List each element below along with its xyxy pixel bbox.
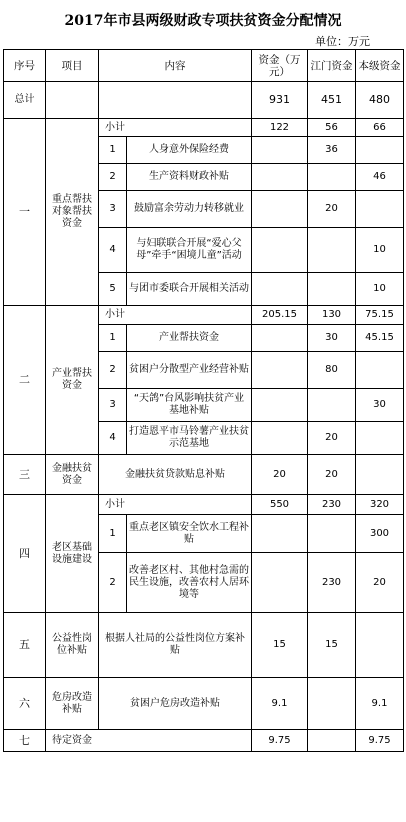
section-project: 金融扶贫资金 <box>46 455 99 495</box>
section-project: 危房改造补贴 <box>46 678 99 730</box>
section-seq: 一 <box>4 119 46 306</box>
item-jiangmen: 20 <box>308 455 356 495</box>
item-no: 1 <box>99 137 127 164</box>
subtotal-local: 320 <box>356 495 404 515</box>
table-row <box>4 119 404 137</box>
section-project: 公益性岗位补贴 <box>46 613 99 678</box>
item-fund <box>252 273 308 306</box>
item-local <box>356 455 404 495</box>
item-jiangmen: 30 <box>308 325 356 352</box>
subtotal-label: 小计 <box>99 306 252 325</box>
item-local: 9.75 <box>356 730 404 752</box>
item-fund <box>252 325 308 352</box>
subtotal-jiangmen: 56 <box>308 119 356 137</box>
section-project: 待定资金 <box>46 730 252 752</box>
item-local: 45.15 <box>356 325 404 352</box>
table-row <box>4 455 404 495</box>
header-seq: 序号 <box>4 50 46 82</box>
subtotal-fund: 122 <box>252 119 308 137</box>
section-seq: 五 <box>4 613 46 678</box>
item-fund <box>252 228 308 273</box>
item-local <box>356 422 404 455</box>
subtotal-jiangmen: 230 <box>308 495 356 515</box>
item-no: 1 <box>99 325 127 352</box>
header-local: 本级资金 <box>356 50 404 82</box>
item-content: 金融扶贫贷款贴息补贴 <box>99 455 252 495</box>
item-no: 3 <box>99 191 127 228</box>
item-no: 4 <box>99 228 127 273</box>
item-content: 鼓励富余劳动力转移就业 <box>127 191 252 228</box>
item-local: 20 <box>356 553 404 613</box>
total-jiangmen: 451 <box>308 82 356 119</box>
item-content: 改善老区村、其他村急需的民生设施，改善农村人居环境等 <box>127 553 252 613</box>
unit-label: 单位：万元 <box>315 35 370 48</box>
header-fund: 资金（万元） <box>252 50 308 82</box>
item-jiangmen <box>308 164 356 191</box>
section-seq: 三 <box>4 455 46 495</box>
subtotal-local: 75.15 <box>356 306 404 325</box>
table-row <box>4 730 404 752</box>
subtotal-fund: 205.15 <box>252 306 308 325</box>
item-local: 9.1 <box>356 678 404 730</box>
item-jiangmen: 36 <box>308 137 356 164</box>
item-no: 3 <box>99 389 127 422</box>
item-local: 300 <box>356 515 404 553</box>
item-content: 重点老区镇安全饮水工程补贴 <box>127 515 252 553</box>
item-jiangmen: 20 <box>308 422 356 455</box>
table-row <box>4 495 404 515</box>
subtotal-label: 小计 <box>99 495 252 515</box>
header-project: 项目 <box>46 50 99 82</box>
page-title: 2017年市县两级财政专项扶贫资金分配情况 <box>64 13 342 29</box>
header-row <box>4 50 404 82</box>
item-jiangmen <box>308 678 356 730</box>
section-seq: 六 <box>4 678 46 730</box>
total-fund: 931 <box>252 82 308 119</box>
table-row <box>4 306 404 325</box>
section-seq: 七 <box>4 730 46 752</box>
section-project: 产业帮扶资金 <box>46 306 99 455</box>
item-local <box>356 191 404 228</box>
item-jiangmen <box>308 730 356 752</box>
item-local <box>356 137 404 164</box>
item-jiangmen: 15 <box>308 613 356 678</box>
item-content: “天鸽”台风影响扶贫产业基地补贴 <box>127 389 252 422</box>
item-fund <box>252 422 308 455</box>
item-content: 贫困户分散型产业经营补贴 <box>127 352 252 389</box>
item-fund <box>252 515 308 553</box>
item-local: 30 <box>356 389 404 422</box>
item-jiangmen <box>308 515 356 553</box>
item-fund <box>252 137 308 164</box>
header-content: 内容 <box>99 50 252 82</box>
item-fund <box>252 553 308 613</box>
item-fund <box>252 389 308 422</box>
subtotal-jiangmen: 130 <box>308 306 356 325</box>
section-seq: 四 <box>4 495 46 613</box>
item-content: 生产资料财政补贴 <box>127 164 252 191</box>
item-content: 人身意外保险经费 <box>127 137 252 164</box>
item-content: 产业帮扶资金 <box>127 325 252 352</box>
subtotal-fund: 550 <box>252 495 308 515</box>
subtotal-local: 66 <box>356 119 404 137</box>
subtotal-label: 小计 <box>99 119 252 137</box>
item-fund <box>252 352 308 389</box>
header-jiangmen: 江门资金 <box>308 50 356 82</box>
item-content: 贫困户危房改造补贴 <box>99 678 252 730</box>
item-no: 1 <box>99 515 127 553</box>
total-label: 总计 <box>4 82 46 119</box>
item-local <box>356 613 404 678</box>
item-local: 10 <box>356 228 404 273</box>
item-no: 2 <box>99 553 127 613</box>
table-row <box>4 678 404 730</box>
item-jiangmen: 20 <box>308 191 356 228</box>
table-row <box>4 613 404 678</box>
item-fund <box>252 191 308 228</box>
item-jiangmen: 80 <box>308 352 356 389</box>
item-no: 4 <box>99 422 127 455</box>
item-fund: 9.1 <box>252 678 308 730</box>
item-content: 与妇联联合开展“爱心父母”牵手“困境儿童”活动 <box>127 228 252 273</box>
item-local: 46 <box>356 164 404 191</box>
item-no: 2 <box>99 352 127 389</box>
section-project: 重点帮扶对象帮扶资金 <box>46 119 99 306</box>
item-fund <box>252 164 308 191</box>
fund-table <box>3 49 404 752</box>
item-fund: 20 <box>252 455 308 495</box>
item-jiangmen <box>308 273 356 306</box>
item-jiangmen <box>308 389 356 422</box>
section-seq: 二 <box>4 306 46 455</box>
item-local: 10 <box>356 273 404 306</box>
item-fund: 15 <box>252 613 308 678</box>
item-no: 2 <box>99 164 127 191</box>
total-local: 480 <box>356 82 404 119</box>
item-content: 根据人社局的公益性岗位方案补贴 <box>99 613 252 678</box>
item-no: 5 <box>99 273 127 306</box>
section-project: 老区基础设施建设 <box>46 495 99 613</box>
item-content: 打造恩平市马铃薯产业扶贫示范基地 <box>127 422 252 455</box>
item-content: 与团市委联合开展相关活动 <box>127 273 252 306</box>
item-fund: 9.75 <box>252 730 308 752</box>
item-local <box>356 352 404 389</box>
total-row <box>4 82 404 119</box>
item-jiangmen <box>308 228 356 273</box>
item-jiangmen: 230 <box>308 553 356 613</box>
